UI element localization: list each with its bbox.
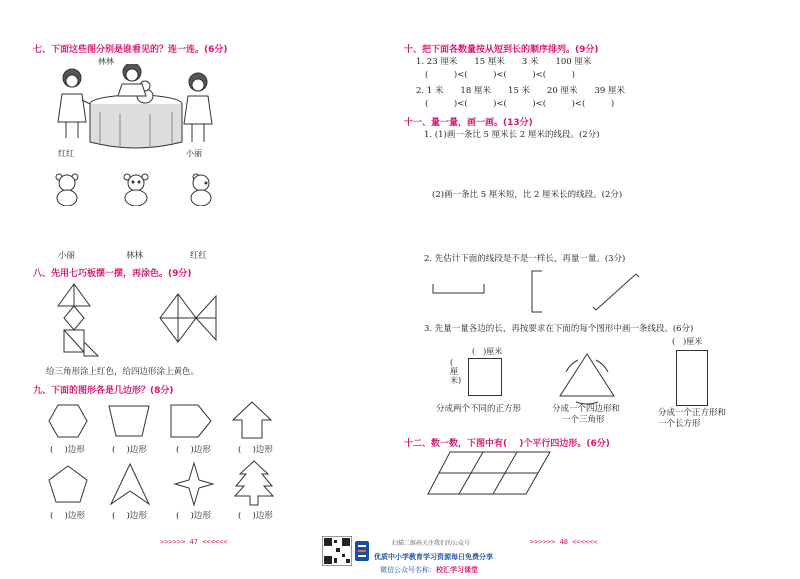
- blank-7: ( )边形: [176, 511, 211, 521]
- answer-3: 红红: [190, 251, 208, 261]
- q11-part1a: 1. (1)画一条比 5 厘米长 2 厘米的线段。(2分): [424, 130, 600, 140]
- square-caption: 分成两个不同的正方形: [436, 404, 522, 414]
- q8-instruction: 给三角形涂上红色，给四边形涂上黄色。: [46, 367, 200, 377]
- square-unit-top: ( )厘米: [472, 347, 503, 356]
- pentagon-arrow-shape: [170, 404, 212, 438]
- q11-title: 十一、量一量，画一画。(13分): [404, 118, 533, 128]
- page-number-left: >>>>>> 47 <<<<<<: [160, 538, 228, 546]
- hexagon-shape: [48, 404, 88, 438]
- blank-2: ( )边形: [112, 445, 147, 455]
- tangram-figure-fish: [158, 292, 218, 346]
- brand-logo-icon: [354, 540, 370, 562]
- footer-scan-text: 扫描二维码关注我们的公众号: [392, 540, 471, 547]
- answer-2: 林林: [126, 251, 144, 261]
- name-honghong: 红红: [58, 149, 74, 158]
- footer-line1: 优质中小学教育学习资源每日免费分享: [374, 552, 493, 561]
- segment-vertical: [530, 270, 550, 314]
- q11-part2: 2. 先估计下面的线段是不是一样长，再量一量。(3分): [424, 254, 626, 264]
- regular-pentagon-shape: [48, 465, 88, 503]
- segment-diagonal: [594, 272, 640, 312]
- tree-shape: [234, 460, 274, 506]
- square-figure: [468, 358, 502, 396]
- triangle-caption-1: 分成一个四边形和: [552, 404, 621, 414]
- q10-row1-blanks: ( )<( )<( )<( ): [425, 70, 575, 80]
- q11-part1b: (2)画一条比 5 厘米短，比 2 厘米长的线段。(2分): [432, 190, 623, 200]
- q7-title: 七、下面这些图分别是谁看见的？连一连。(6分): [33, 45, 228, 55]
- parallelogram-grid: [426, 450, 552, 496]
- q10-row1: 1. 23 厘米 15 厘米 3 米 100 厘米: [416, 57, 592, 67]
- triangle-caption-2: 一个三角形: [562, 415, 605, 425]
- rect-unit-top: ( )厘米: [672, 337, 703, 346]
- name-linlin: 林林: [98, 57, 114, 66]
- blank-4: ( )边形: [238, 445, 273, 455]
- q12-title: 十二、数一数，下图中有( )个平行四边形。(6分): [404, 439, 610, 449]
- blank-3: ( )边形: [176, 445, 211, 455]
- four-point-star-shape: [174, 462, 214, 506]
- footer-line2: 微信公众号名称：校汇学习课堂: [380, 565, 478, 574]
- arrow-up-shape: [232, 401, 272, 439]
- bear-view-left: [54, 172, 80, 206]
- bear-view-right: [188, 172, 214, 206]
- answer-1: 小丽: [58, 251, 76, 261]
- rect-caption-1: 分成一个正方形和: [658, 408, 727, 418]
- rect-caption-2: 一个长方形: [658, 419, 701, 429]
- q10-title: 十、把下面各数量按从短到长的顺序排列。(9分): [404, 45, 599, 55]
- bear-view-middle: [122, 172, 150, 206]
- q8-title: 八、先用七巧板摆一摆，再涂色。(9分): [33, 269, 192, 279]
- q11-part3: 3. 先量一量各边的长，再按要求在下面的每个图形中画一条线段。(6分): [424, 324, 694, 334]
- q10-row2-blanks: ( )<( )<( )<( )<( ): [425, 99, 615, 109]
- tangram-figure-person: [54, 280, 104, 360]
- arrowhead-shape: [110, 463, 150, 505]
- triangle-figure: [552, 350, 622, 402]
- page-number-right: >>>>>> 48 <<<<<<: [530, 538, 598, 546]
- square-unit-side: ( 厘米): [450, 358, 462, 385]
- blank-1: ( )边形: [50, 445, 85, 455]
- blank-6: ( )边形: [112, 511, 147, 521]
- q9-title: 九、下面的图形各是几边形？(8分): [33, 386, 174, 396]
- rectangle-figure: [676, 350, 708, 406]
- blank-8: ( )边形: [238, 511, 273, 521]
- trapezoid-shape: [108, 405, 150, 437]
- segment-bracket: [432, 282, 486, 296]
- q10-row2: 2. 1 米 18 厘米 15 米 20 厘米 39 厘米: [416, 86, 625, 96]
- blank-5: ( )边形: [50, 511, 85, 521]
- qr-code-icon: [322, 536, 352, 566]
- name-xiaoli: 小丽: [186, 149, 202, 158]
